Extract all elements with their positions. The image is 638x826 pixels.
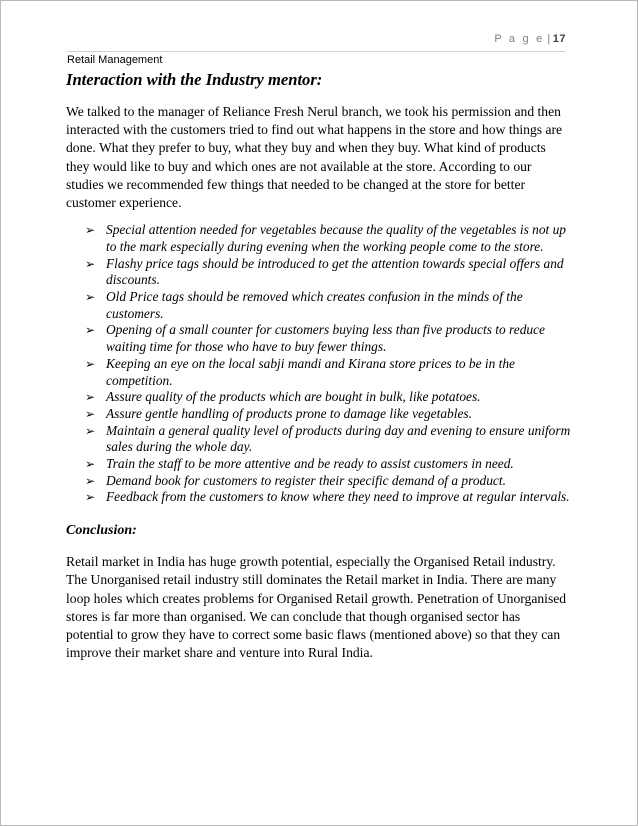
arrow-bullet-icon: ➢ <box>85 473 96 488</box>
list-item-text: Special attention needed for vegetables because the quality of the vegetables is not up to the mark especially during evening when the working people come to the store. <box>106 222 566 254</box>
list-item-text: Maintain a general quality level of products during day and evening to ensure uniform sales during the whole day. <box>106 422 571 455</box>
header-divider <box>67 51 565 52</box>
list-item <box>85 423 571 456</box>
section-title-interaction: Interaction with the Industry mentor: <box>66 70 323 89</box>
section-title-conclusion: Conclusion: <box>66 523 137 539</box>
list-item-text: Old Price tags should be removed which creates confusion in the minds of the customers. <box>106 289 523 321</box>
list-item <box>85 356 571 389</box>
arrow-bullet-icon: ➢ <box>85 256 96 271</box>
arrow-bullet-icon: ➢ <box>85 356 96 371</box>
page-number-separator: | <box>547 33 551 45</box>
list-item <box>85 322 571 355</box>
list-item-text: Opening of a small counter for customers buying less than five products to reduce waiting time for those who have to buy fewer things. <box>106 322 545 355</box>
arrow-bullet-icon: ➢ <box>85 290 96 305</box>
page-number <box>494 33 566 45</box>
list-item-text: Assure quality of the products which are bought in bulk, like potatoes. <box>106 389 481 405</box>
conclusion-paragraph: Retail market in India has huge growth potential, especially the Organised Retail industry. The Unorganised retail industry still dominates the Retail market in India. There are many loop holes which creates problems for Organised Retail growth. Penetration of Unorganised stores is far more than organised. We can conclude that though organised sector has potential to grow they have to correct some basic flaws (mentioned above) so that they can improve their market share and venture into Rural India. <box>66 554 567 661</box>
arrow-bullet-icon: ➢ <box>85 457 96 472</box>
list-item-text: Feedback from the customers to know where they need to improve at regular intervals. <box>106 489 570 505</box>
arrow-bullet-icon: ➢ <box>85 323 96 338</box>
list-item <box>85 289 571 322</box>
list-item-text: Train the staff to be more attentive and be ready to assist customers in need. <box>106 456 514 472</box>
list-item <box>85 456 571 473</box>
list-item-text: Demand book for customers to register their specific demand of a product. <box>106 472 506 488</box>
interaction-paragraph: We talked to the manager of Reliance Fresh Nerul branch, we took his permission and then interacted with the customers tried to find out what happens in the store and how things are done. What they prefer to buy, what they buy and when they buy. What kind of products they would like to buy and which ones are not available at the store. According to our studies we recommended few things that needed to be changed at the store for better customer experience. <box>66 104 563 211</box>
running-head: Retail Management <box>67 54 163 66</box>
arrow-bullet-icon: ➢ <box>85 406 96 421</box>
recommendations-list <box>66 222 571 506</box>
arrow-bullet-icon: ➢ <box>85 423 96 438</box>
list-item <box>85 222 571 255</box>
arrow-bullet-icon: ➢ <box>85 223 96 238</box>
list-item-text: Flashy price tags should be introduced to get the attention towards special offers and discounts. <box>106 255 564 288</box>
list-item-text: Keeping an eye on the local sabji mandi and Kirana store prices to be in the competition. <box>106 355 515 388</box>
arrow-bullet-icon: ➢ <box>85 390 96 405</box>
page-number-label: P a g e <box>494 33 545 45</box>
list-item-text: Assure gentle handling of products prone to damage like vegetables. <box>106 405 472 421</box>
list-item <box>85 256 571 289</box>
list-item <box>85 406 571 423</box>
list-item <box>85 389 571 406</box>
page-content <box>66 69 571 662</box>
list-item <box>85 489 571 506</box>
arrow-bullet-icon: ➢ <box>85 490 96 505</box>
list-item <box>85 473 571 490</box>
page-number-value: 17 <box>552 33 566 45</box>
